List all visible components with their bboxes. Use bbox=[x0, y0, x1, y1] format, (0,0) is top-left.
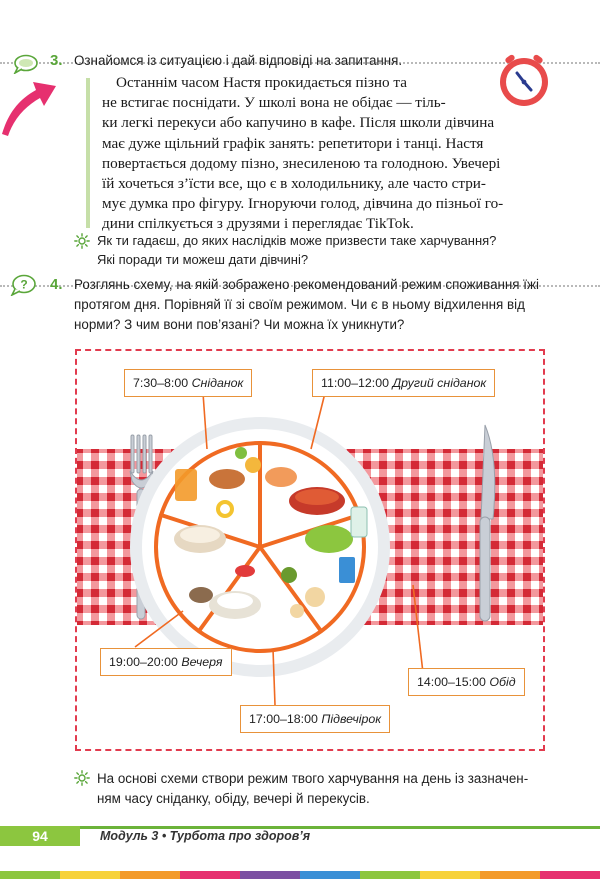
alarm-clock-icon bbox=[496, 52, 552, 108]
meal-name: Підвечірок bbox=[321, 712, 382, 726]
story-text bbox=[102, 73, 550, 235]
story-line: їй хочеться з’їсти все, що є в холодильнику, але часто стри- bbox=[102, 175, 486, 193]
meal-name: Другий сніданок bbox=[392, 376, 487, 390]
task4-prompt-3: норми? З чим вони пов’язані? Чи можна їх уникнути? bbox=[74, 317, 405, 332]
module-title: Модуль 3 • Турбота про здоров’я bbox=[100, 829, 311, 843]
meal-time: 14:00–15:00 bbox=[417, 675, 486, 689]
story-line: Останнім часом Настя прокидається пізно та bbox=[116, 74, 407, 91]
task4-prompt-1: Розглянь схему, на якій зображено рекомендований режим споживання їжі bbox=[74, 277, 539, 292]
meal-name: Сніданок bbox=[191, 376, 244, 390]
story-side-bar bbox=[86, 78, 90, 228]
meal-label-afternoon-snack bbox=[240, 705, 390, 733]
meal-label-dinner bbox=[100, 648, 232, 676]
page-number: 94 bbox=[0, 826, 80, 846]
speech-bubble-icon bbox=[12, 54, 38, 74]
meal-label-lunch bbox=[408, 668, 525, 696]
story-line: не встигає поснідати. У школі вона не обідає — тіль- bbox=[102, 94, 446, 112]
story-line: дини спілкується з друзями і переглядає TikTok. bbox=[102, 215, 414, 233]
sun-icon bbox=[74, 233, 90, 249]
meal-time: 17:00–18:00 bbox=[249, 712, 318, 726]
sun-icon bbox=[74, 770, 90, 786]
bottom-color-stripes bbox=[0, 866, 600, 874]
meal-name: Вечеря bbox=[181, 655, 223, 669]
meal-time: 7:30–8:00 bbox=[133, 376, 189, 390]
meal-name: Обід bbox=[489, 675, 516, 689]
meal-time: 19:00–20:00 bbox=[109, 655, 178, 669]
meal-label-second-breakfast bbox=[312, 369, 495, 397]
task4-final-1: На основі схеми створи режим твого харчування на день із зазначен- bbox=[97, 771, 529, 786]
task3-prompt: Ознайомся із ситуацією і дай відповіді на запитання. bbox=[74, 53, 403, 68]
task4-prompt-2: протягом дня. Порівняй її зі своїм режимом. Чи є в ньому відхилення від bbox=[74, 297, 525, 312]
task3-question-2: Які поради ти можеш дати дівчині? bbox=[97, 252, 309, 267]
story-line: має дуже щільний графік занять: репетитори і танці. Настя bbox=[102, 134, 484, 152]
story-line: мує думка про фігуру. Ігноруючи голод, дівчина до пізньої го- bbox=[102, 195, 504, 213]
task3-number: 3. bbox=[50, 52, 63, 69]
task3-question-1: Як ти гадаєш, до яких наслідків може призвести таке харчування? bbox=[97, 233, 497, 248]
story-line: повертається додому пізно, знесиленою та голодною. Увечері bbox=[102, 154, 501, 172]
svg-text:?: ? bbox=[20, 277, 28, 292]
story-line: ки легкі перекуси або капучино в кафе. Після школи дівчина bbox=[102, 114, 495, 132]
question-bubble-icon bbox=[10, 274, 36, 296]
meal-label-breakfast bbox=[124, 369, 252, 397]
task4-final-2: ням часу сніданку, обіду, вечері й перекусів. bbox=[97, 791, 370, 806]
task4-number: 4. bbox=[50, 276, 63, 293]
meal-time: 11:00–12:00 bbox=[321, 376, 389, 390]
pink-arrow-icon bbox=[0, 74, 60, 136]
